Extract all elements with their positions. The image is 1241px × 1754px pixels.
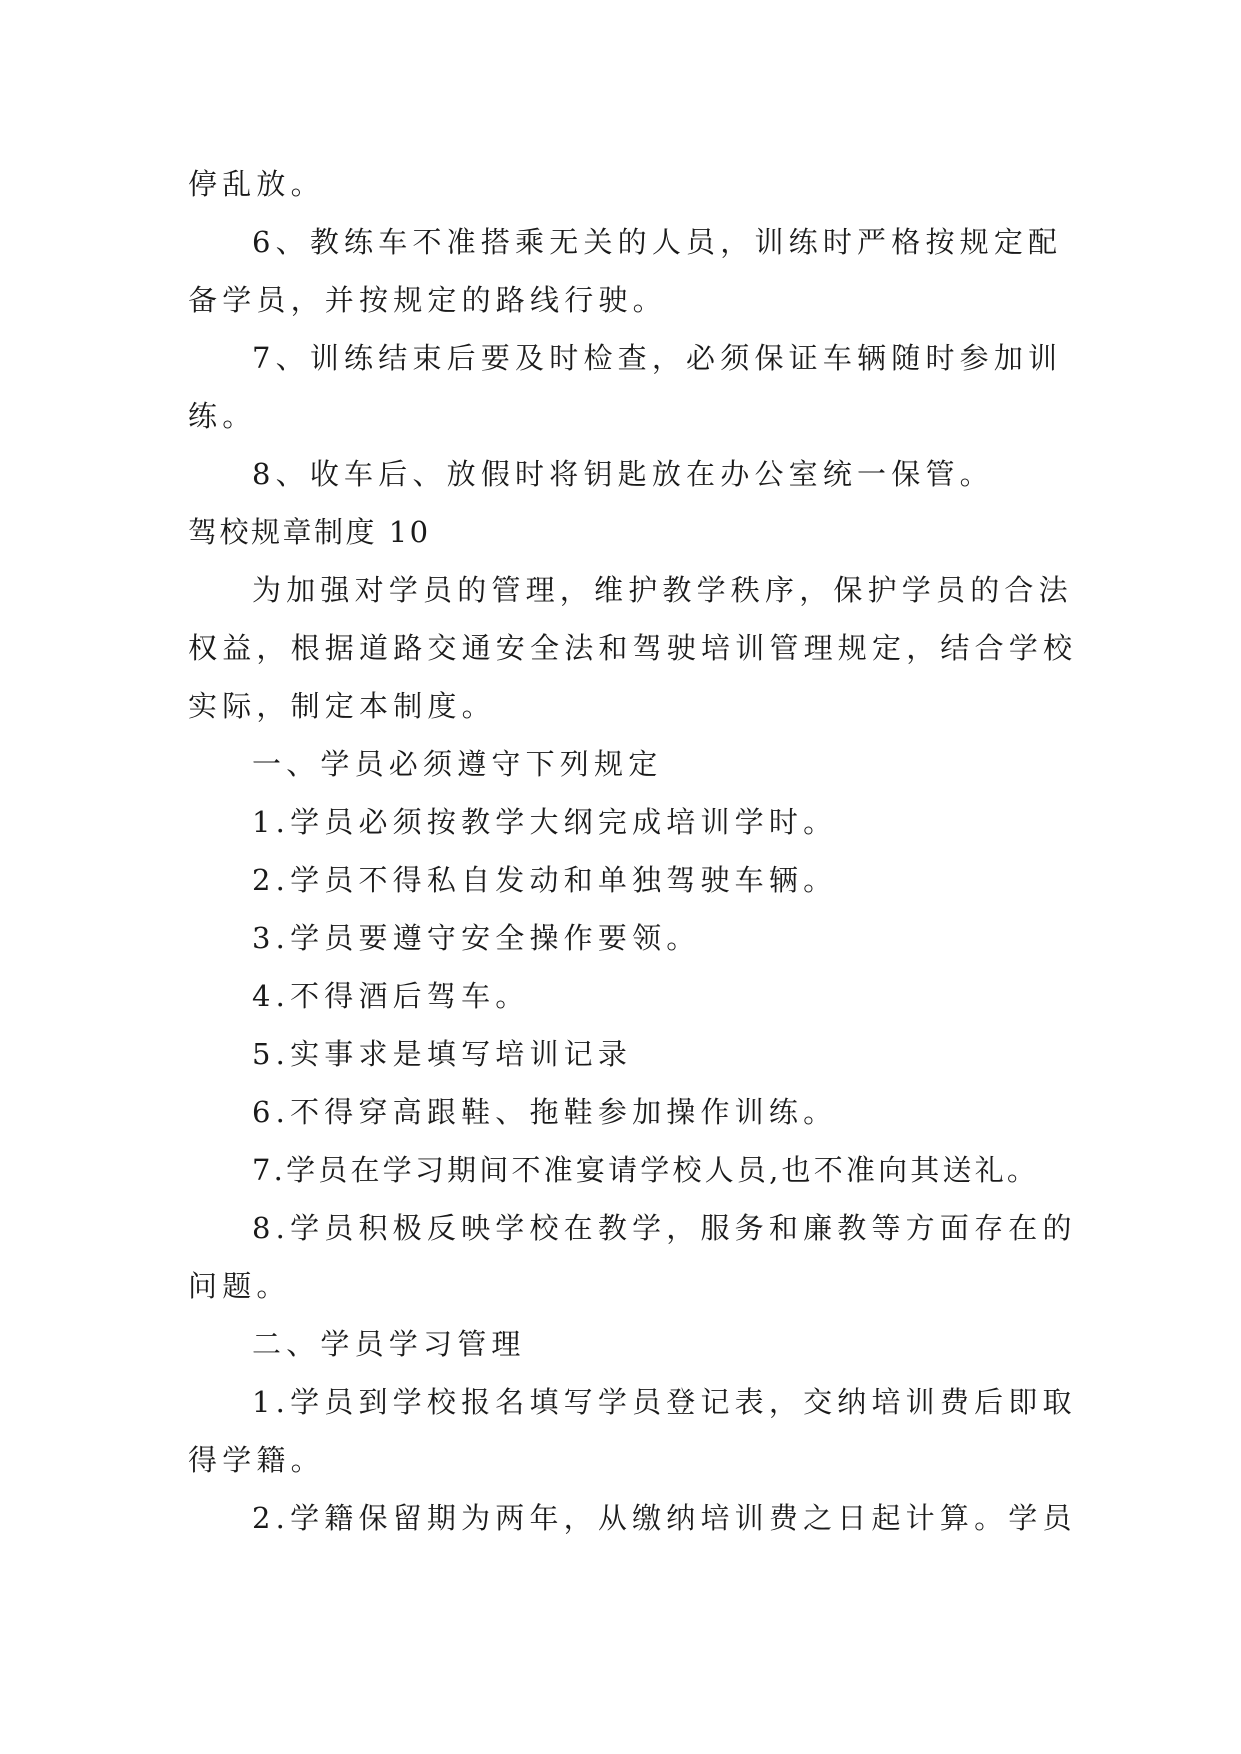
list-item: 5.实事求是填写培训记录 (252, 1037, 633, 1071)
section-title: 驾校规章制度 10 (188, 515, 431, 549)
list-item: 7.学员在学习期间不准宴请学校人员,也不准向其送礼。 (252, 1153, 1040, 1187)
rule-item-6: 6、教练车不准搭乘无关的人员，训练时严格按规定配 (252, 225, 1063, 259)
list-item: 1.学员必须按教学大纲完成培训学时。 (252, 805, 838, 839)
text-line: 停乱放。 (188, 167, 325, 201)
list-item: 1.学员到学校报名填写学员登记表，交纳培训费后即取 (252, 1385, 1077, 1419)
document-body (188, 155, 1078, 1547)
intro-paragraph-line: 为加强对学员的管理，维护教学秩序，保护学员的合法 (252, 573, 1073, 607)
intro-paragraph-line: 权益，根据道路交通安全法和驾驶培训管理规定，结合学校 (188, 631, 1078, 665)
list-item: 3.学员要遵守安全操作要领。 (252, 921, 701, 955)
text-line: 问题。 (188, 1269, 291, 1303)
list-item: 2.学员不得私自发动和单独驾驶车辆。 (252, 863, 838, 897)
list-item: 6.不得穿高跟鞋、拖鞋参加操作训练。 (252, 1095, 838, 1129)
rule-item-8: 8、收车后、放假时将钥匙放在办公室统一保管。 (252, 457, 994, 491)
subsection-heading: 一、学员必须遵守下列规定 (252, 747, 663, 781)
list-item: 4.不得酒后驾车。 (252, 979, 530, 1013)
intro-paragraph-line: 实际，制定本制度。 (188, 689, 496, 723)
list-item: 8.学员积极反映学校在教学，服务和廉教等方面存在的 (252, 1211, 1077, 1245)
subsection-heading: 二、学员学习管理 (252, 1327, 526, 1361)
rule-item-7: 7、训练结束后要及时检查，必须保证车辆随时参加训 (252, 341, 1063, 375)
text-line: 备学员，并按规定的路线行驶。 (188, 283, 667, 317)
text-line: 得学籍。 (188, 1443, 325, 1477)
list-item: 2.学籍保留期为两年，从缴纳培训费之日起计算。学员 (252, 1501, 1077, 1535)
text-line: 练。 (188, 399, 257, 433)
